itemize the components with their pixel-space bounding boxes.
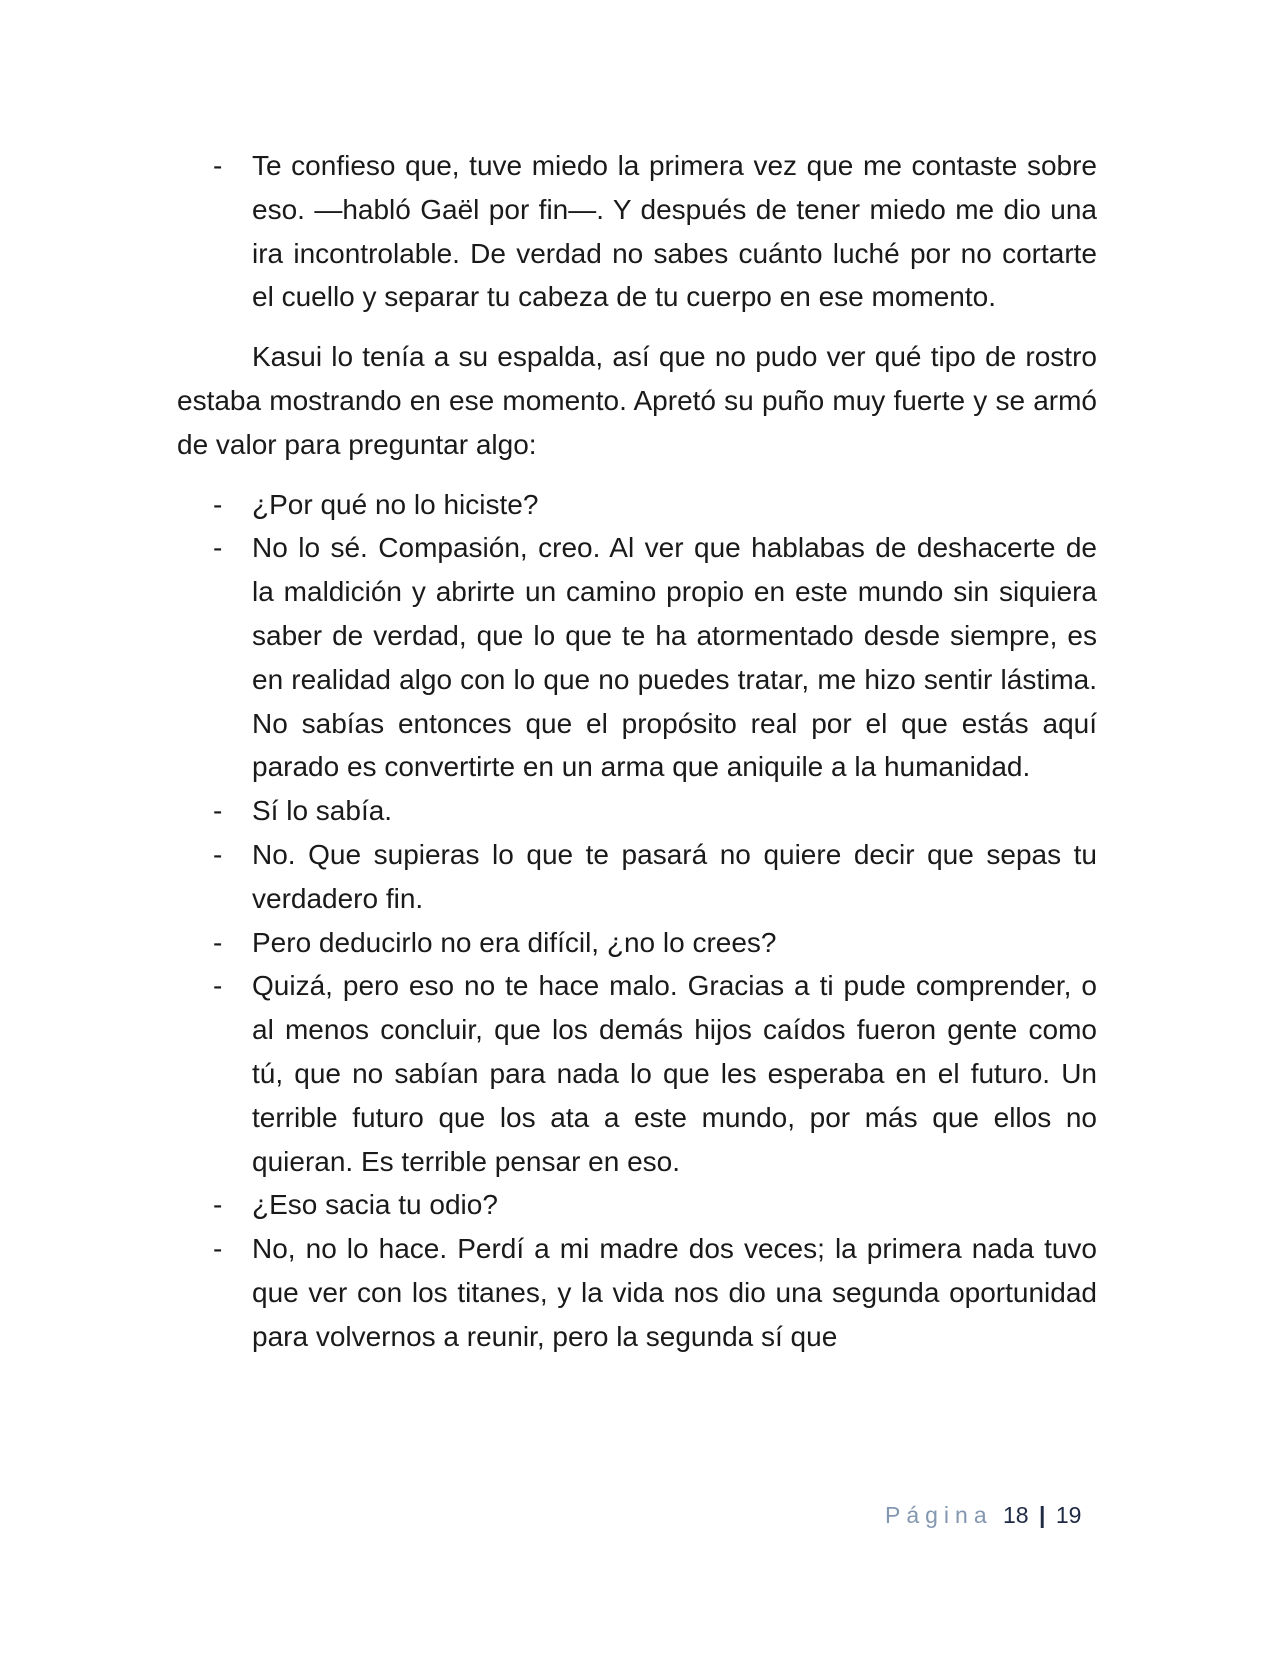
dialogue-text: No, no lo hace. Perdí a mi madre dos veces; la primera nada tuvo que ver con los titanes, y la vida nos dio una segunda oportunidad para volvernos a reunir, pero la segunda sí que xyxy=(252,1233,1097,1352)
dialogue-text: Te confieso que, tuve miedo la primera vez que me contaste sobre eso. —habló Gaël por fin—. Y después de tener miedo me dio una ira incontrolable. De verdad no sabes cuánto luché por no cortarte el cuello y separar tu cabeza de tu cuerpo en ese momento. xyxy=(252,150,1097,313)
dialogue-line xyxy=(177,964,1097,1183)
narration-paragraph: Kasui lo tenía a su espalda, así que no pudo ver qué tipo de rostro estaba mostrando en ese momento. Apretó su puño muy fuerte y se armó de valor para preguntar algo: xyxy=(177,341,1097,460)
dialogue-line xyxy=(177,921,1097,965)
dialogue-dash: - xyxy=(213,795,223,827)
dialogue-text: No. Que supieras lo que te pasará no quiere decir que sepas tu verdadero fin. xyxy=(252,838,1097,914)
dialogue-line xyxy=(177,1227,1097,1358)
dialogue-dash: - xyxy=(213,532,223,564)
dialogue-dash: - xyxy=(213,1189,223,1221)
body-text xyxy=(177,144,1097,1359)
dialogue-line xyxy=(177,1183,1097,1227)
dialogue-dash: - xyxy=(213,1233,223,1265)
footer-page-number: 18 xyxy=(1003,1502,1029,1528)
dialogue-line xyxy=(177,833,1097,921)
dialogue-line xyxy=(177,144,1097,319)
dialogue-group-1 xyxy=(177,144,1097,319)
dialogue-dash: - xyxy=(213,926,223,958)
dialogue-dash: - xyxy=(213,150,223,181)
dialogue-line xyxy=(177,526,1097,789)
dialogue-dash: - xyxy=(213,970,223,1002)
dialogue-text: ¿Eso sacia tu odio? xyxy=(252,1189,498,1221)
dialogue-text: Quizá, pero eso no te hace malo. Gracias a ti pude comprender, o al menos concluir, que los demás hijos caídos fueron gente como tú, que no sabían para nada lo que les esperaba en el futuro. Un terrible futuro que los ata a este mundo, por más que ellos no quieran. Es terrible pensar en eso. xyxy=(252,970,1097,1177)
dialogue-dash: - xyxy=(213,838,223,870)
dialogue-line xyxy=(177,483,1097,527)
footer-page-total: 19 xyxy=(1055,1502,1082,1528)
dialogue-text: Sí lo sabía. xyxy=(252,795,393,827)
dialogue-text: Pero deducirlo no era difícil, ¿no lo crees? xyxy=(252,926,777,958)
dialogue-line xyxy=(177,789,1097,833)
page-footer xyxy=(885,1500,1081,1530)
dialogue-text: ¿Por qué no lo hiciste? xyxy=(252,488,539,520)
footer-page-label: Página xyxy=(885,1502,993,1528)
dialogue-group-2 xyxy=(177,483,1097,1359)
dialogue-dash: - xyxy=(213,488,223,520)
footer-separator: | xyxy=(1039,1502,1046,1528)
dialogue-text: No lo sé. Compasión, creo. Al ver que hablabas de deshacerte de la maldición y abrirte un camino propio en este mundo sin siquiera saber de verdad, que lo que te ha atormentado desde siempre, es en realidad algo con lo que no puedes tratar, me hizo sentir lástima. No sabías entonces que el propósito real por el que estás aquí parado es convertirte en un arma que aniquile a la humanidad. xyxy=(252,532,1097,783)
